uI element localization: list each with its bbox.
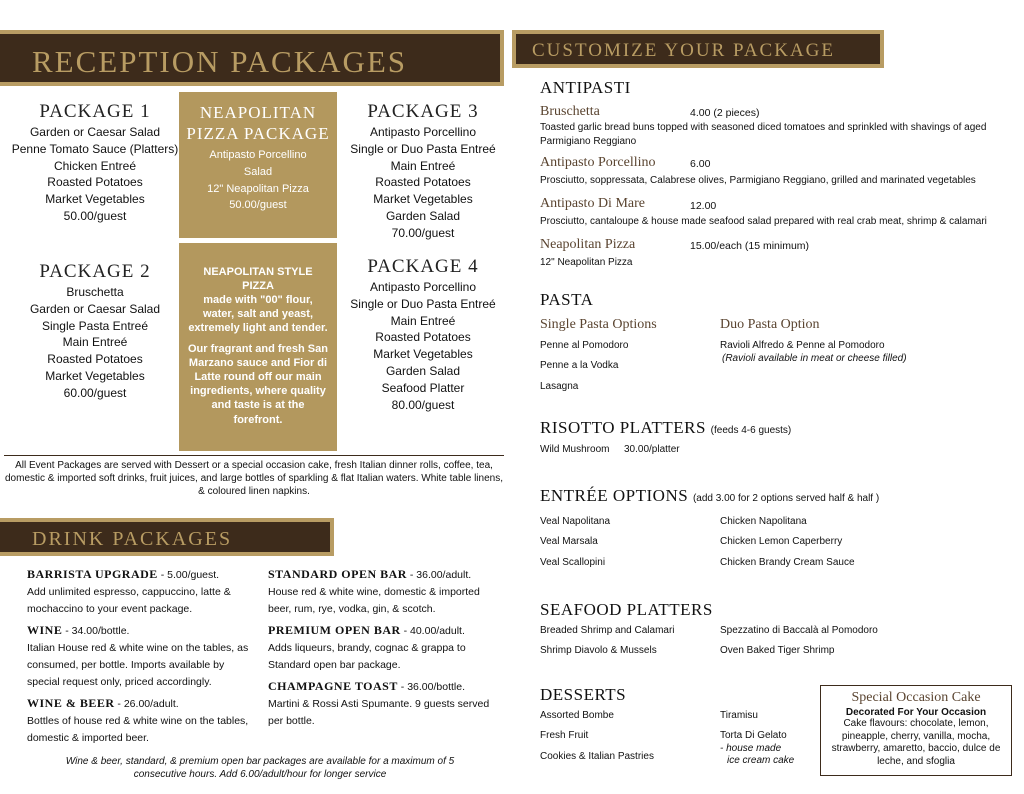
dessert-option: Cookies & Italian Pastries (540, 751, 654, 762)
menu-item-name: Antipasto Porcellino (540, 155, 656, 170)
antipasti-heading: ANTIPASTI (540, 78, 631, 97)
drink-description: Add unlimited espresso, cappuccino, latte & mochaccino to your event package. (27, 586, 231, 615)
package-item: Garden or Caesar Salad (29, 301, 161, 316)
drink-package (268, 566, 498, 584)
drink-package (27, 622, 257, 640)
package-item: Antipasto Porcellino (369, 125, 477, 139)
entree-heading: ENTRÉE OPTIONS (add 3.00 for 2 options served half & half ) (540, 486, 880, 505)
package-item: Antipasto Porcellino (369, 280, 477, 294)
style-pizza-title: NEAPOLITAN STYLE PIZZA (203, 266, 313, 292)
drink-column-right (268, 566, 498, 734)
package-price: 50.00/guest (229, 199, 287, 212)
drink-price: - 5.00/guest. (157, 569, 220, 581)
duo-pasta-option: Ravioli Alfredo & Penne al Pomodoro (720, 340, 885, 351)
risotto-price: 30.00/platter (624, 444, 680, 455)
package-title: NEAPOLITAN PIZZA PACKAGE (186, 103, 330, 143)
drink-column-left (27, 566, 257, 751)
seafood-option: Oven Baked Tiger Shrimp (720, 645, 835, 656)
reception-packages-heading: RECEPTION PACKAGES (0, 30, 504, 86)
package-item: Seafood Platter (381, 380, 465, 395)
package-item: Salad (243, 165, 273, 178)
package-price: 80.00/guest (391, 397, 455, 412)
entree-option: Chicken Lemon Caperberry (720, 536, 843, 547)
drink-description: Italian House red & white wine on the tables, as consumed, per bottle. Imports available by special request only, priced accordingly. (27, 642, 249, 688)
customize-package-heading: CUSTOMIZE YOUR PACKAGE (512, 30, 884, 68)
duo-pasta-note: (Ravioli available in meat or cheese filled) (722, 353, 907, 364)
menu-item-price: 4.00 (2 pieces) (690, 107, 760, 119)
package-item: 12" Neapolitan Pizza (207, 182, 309, 195)
package-item: Roasted Potatoes (47, 175, 143, 190)
seafood-option: Shrimp Diavolo & Mussels (540, 645, 657, 656)
menu-item-description: 12" Neapolitan Pizza (540, 257, 633, 268)
menu-item-price: 15.00/each (15 minimum) (690, 240, 810, 252)
package-item: Garden Salad (385, 208, 461, 223)
drink-name: STANDARD OPEN BAR (268, 567, 407, 581)
drink-packages-heading: DRINK PACKAGES (0, 518, 334, 556)
package-item: Market Vegetables (45, 368, 145, 383)
package-title: PACKAGE 3 (367, 101, 479, 122)
drink-description: House red & white wine, domestic & imported beer, rum, rye, vodka, gin, & scotch. (268, 586, 480, 615)
special-occasion-cake-box (820, 685, 1012, 776)
drink-price: - 34.00/bottle. (62, 625, 130, 637)
package-item: Main Entreé (390, 158, 456, 173)
neapolitan-pizza-package (179, 92, 337, 238)
package-title: PACKAGE 4 (367, 256, 479, 277)
drink-name: WINE (27, 623, 63, 637)
pasta-option: Penne al Pomodoro (540, 340, 629, 351)
package-item: Market Vegetables (373, 192, 473, 207)
package-title: PACKAGE 2 (39, 261, 151, 282)
pasta-option: Penne a la Vodka (540, 360, 619, 371)
menu-item-name: Antipasto Di Mare (540, 196, 645, 211)
single-pasta-heading: Single Pasta Options (540, 317, 657, 332)
event-packages-note: All Event Packages are served with Dessert or a special occasion cake, fresh Italian dinner rolls, coffee, tea, domestic & imported soft drinks, fruit juices, and large bottles of sparkling & flat Italian waters. White table linens, & coloured linen napkins. (4, 455, 504, 498)
package-item: Roasted Potatoes (375, 175, 471, 190)
package-item: Chicken Entreé (53, 158, 137, 173)
neapolitan-style-pizza-box (179, 243, 337, 451)
seafood-heading: SEAFOOD PLATTERS (540, 600, 713, 619)
drink-price: - 36.00/adult. (406, 569, 472, 581)
drink-package (27, 566, 257, 584)
pasta-heading: PASTA (540, 290, 594, 309)
menu-item-description: Toasted garlic bread buns topped with seasoned diced tomatoes and sprinkled with shavings of aged Parmigiano Reggiano (540, 122, 987, 147)
package-item: Single or Duo Pasta Entreé (350, 141, 496, 156)
package-item: Market Vegetables (45, 192, 145, 207)
package-price: 70.00/guest (391, 225, 455, 240)
package-item: Single Pasta Entreé (41, 318, 149, 333)
cake-subtitle: Decorated For Your Occasion (845, 707, 987, 718)
entree-option: Chicken Napolitana (720, 516, 807, 527)
package-2 (10, 262, 180, 402)
menu-item-name: Neapolitan Pizza (540, 237, 636, 252)
package-item: Single or Duo Pasta Entreé (350, 296, 496, 311)
package-item: Roasted Potatoes (375, 330, 471, 345)
pasta-option: Lasagna (540, 381, 579, 392)
package-item: Bruschetta (66, 285, 124, 299)
menu-item-price: 12.00 (690, 200, 717, 212)
cake-title: Special Occasion Cake (851, 690, 981, 705)
entree-note: (add 3.00 for 2 options served half & half ) (692, 493, 880, 504)
drink-name: PREMIUM OPEN BAR (268, 623, 401, 637)
dessert-option: Fresh Fruit (540, 730, 589, 741)
drink-price: - 36.00/bottle. (397, 681, 465, 693)
cake-flavours: Cake flavours: chocolate, lemon, pineapple, cherry, vanilla, mocha, strawberry, amaretto, baccio, dulce de leche, and sfoglia (831, 718, 1001, 767)
package-item: Roasted Potatoes (47, 352, 143, 367)
package-item: Main Entreé (390, 313, 456, 328)
drink-name: BARRISTA UPGRADE (27, 567, 158, 581)
package-item: Garden Salad (385, 363, 461, 378)
drink-description: Martini & Rossi Asti Spumante. 9 guests served per bottle. (268, 698, 490, 727)
style-pizza-text: made with "00" flour, water, salt and yeast, extremely light and tender. (188, 294, 328, 335)
package-price: 60.00/guest (63, 385, 127, 400)
dessert-note: ice cream cake (727, 755, 795, 766)
menu-item-description: Prosciutto, cantaloupe & house made seafood salad prepared with real crab meat, shrimp & calamari (540, 216, 987, 227)
risotto-item: Wild Mushroom (540, 444, 610, 455)
drink-price: - 40.00/adult. (400, 625, 465, 637)
drink-packages-note: Wine & beer, standard, & premium open bar packages are available for a maximum of 5 consecutive hours. Add 6.00/adult/hour for longer service (65, 756, 455, 780)
package-title: PACKAGE 1 (39, 101, 151, 122)
package-item: Main Entreé (62, 335, 128, 350)
drink-description: Bottles of house red & white wine on the tables, domestic & imported beer. (27, 715, 249, 744)
drink-price: - 26.00/adult. (114, 698, 179, 710)
entree-option: Chicken Brandy Cream Sauce (720, 557, 855, 568)
drink-package (268, 678, 498, 696)
entree-option: Veal Scallopini (540, 557, 606, 568)
menu-item-price: 6.00 (690, 158, 711, 170)
seafood-option: Spezzatino di Baccalà al Pomodoro (720, 625, 878, 636)
drink-package (27, 695, 257, 713)
entree-option: Veal Marsala (540, 536, 598, 547)
entree-option: Veal Napolitana (540, 516, 611, 527)
drink-name: WINE & BEER (27, 696, 115, 710)
package-item: Antipasto Porcellino (209, 149, 307, 161)
dessert-note: - house made (720, 743, 782, 754)
desserts-heading: DESSERTS (540, 685, 627, 704)
dessert-option: Assorted Bombe (540, 710, 614, 721)
dessert-option: Tiramisu (720, 710, 758, 721)
risotto-note: (feeds 4-6 guests) (710, 425, 792, 436)
seafood-option: Breaded Shrimp and Calamari (540, 625, 675, 636)
menu-item-description: Prosciutto, soppressata, Calabrese olives, Parmigiano Reggiano, grilled and marinated vegetables (540, 175, 976, 186)
package-4 (338, 257, 508, 413)
package-1 (10, 102, 180, 225)
dessert-option: Torta Di Gelato (720, 730, 787, 741)
drink-description: Adds liqueurs, brandy, cognac & grappa to Standard open bar package. (268, 642, 466, 671)
package-3 (338, 102, 508, 242)
drink-name: CHAMPAGNE TOAST (268, 679, 398, 693)
package-item: Garden or Caesar Salad (29, 125, 161, 139)
duo-pasta-heading: Duo Pasta Option (720, 317, 820, 332)
drink-package (268, 622, 498, 640)
package-price: 50.00/guest (63, 208, 127, 223)
package-item: Market Vegetables (373, 347, 473, 362)
menu-item-name: Bruschetta (540, 104, 600, 119)
risotto-heading: RISOTTO PLATTERS (feeds 4-6 guests) (540, 418, 792, 437)
style-pizza-text: Our fragrant and fresh San Marzano sauce and Fior di Latte round off our main ingredients, where quality and taste is at the forefront. (188, 342, 328, 426)
package-item: Penne Tomato Sauce (Platters) (11, 141, 179, 156)
